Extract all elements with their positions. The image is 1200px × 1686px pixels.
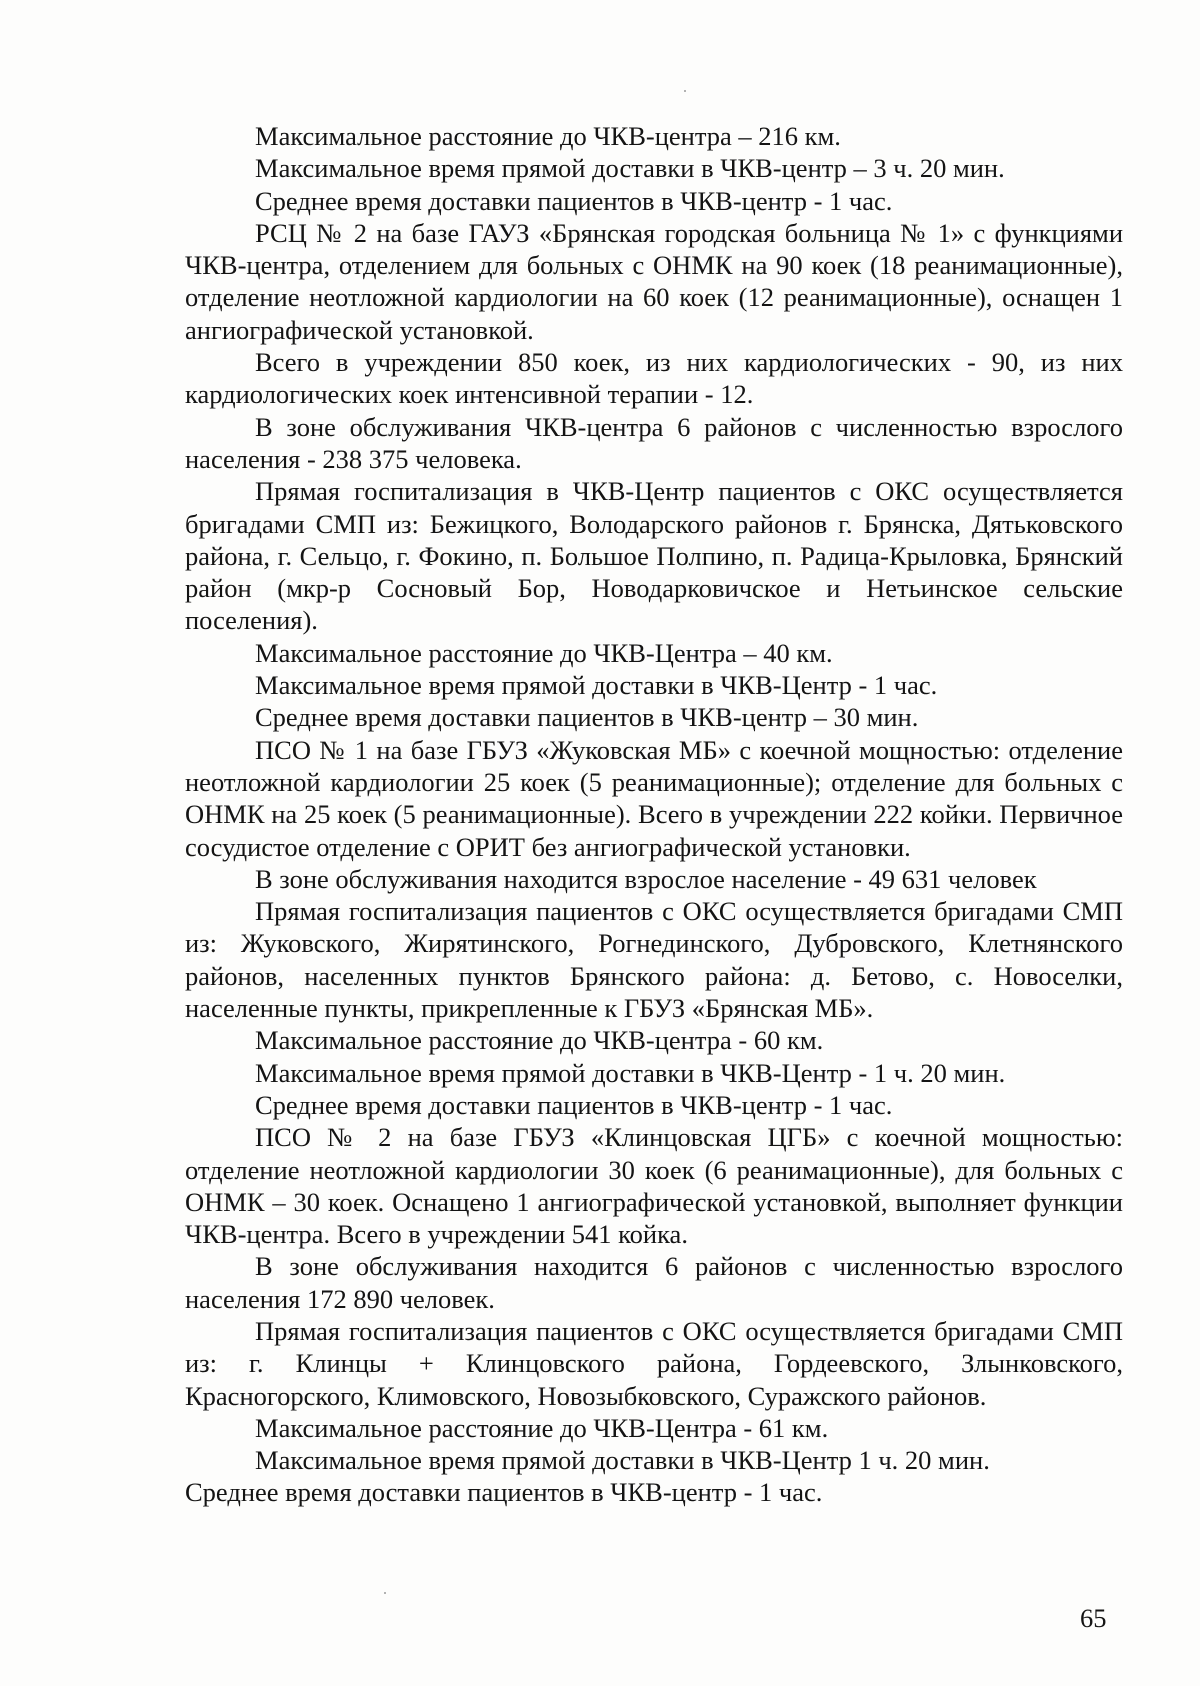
paragraph: Среднее время доставки пациентов в ЧКВ-центр - 1 час. (255, 185, 893, 216)
paragraph: Максимальное время прямой доставки в ЧКВ-Центр 1 ч. 20 мин. (255, 1445, 990, 1476)
paragraph: Прямая госпитализация в ЧКВ-Центр пациентов с ОКС осуществляется бригадами СМП из: Бежицкого, Володарского районов г. Брянска, Дятьковского района, г. Сельцо, г. Фокино, п. Большое Полпино, п. Радица-Крыловка, Брянский район (мкр-р Сосновый Бор, Новодарковичское и Нетьинское сельские поселения). (185, 476, 1123, 636)
paragraph: В зоне обслуживания находится взрослое население - 49 631 человек (255, 863, 1037, 894)
document-body (185, 120, 1123, 1509)
paragraph: ПСО № 2 на базе ГБУЗ «Клинцовская ЦГБ» с коечной мощностью: отделение неотложной кардиологии 30 коек (6 реанимационные), для больных с ОНМК – 30 коек. Оснащено 1 ангиографической установкой, выполняет функции ЧКВ-центра. Всего в учреждении 541 койка. (185, 1122, 1123, 1250)
paragraph: ПСО № 1 на базе ГБУЗ «Жуковская МБ» с коечной мощностью: отделение неотложной кардиологии 25 коек (5 реанимационные); отделение для больных с ОНМК на 25 коек (5 реанимационные). Всего в учреждении 222 койки. Первичное сосудистое отделение с ОРИТ без ангиографической установки. (185, 734, 1123, 862)
paragraph: В зоне обслуживания находится 6 районов с численностью взрослого населения 172 890 человек. (185, 1251, 1123, 1314)
paragraph: РСЦ № 2 на базе ГАУЗ «Брянская городская больница № 1» с функциями ЧКВ-центра, отделением для больных с ОНМК на 90 коек (18 реанимационные), отделение неотложной кардиологии на 60 коек (12 реанимационные), оснащен 1 ангиографической установкой. (185, 217, 1123, 345)
paragraph: Прямая госпитализация пациентов с ОКС осуществляется бригадами СМП из: г. Клинцы + Клинцовского района, Гордеевского, Злынковского, Красногорского, Климовского, Новозыбковского, Суражского районов. (185, 1315, 1123, 1411)
paragraph: Среднее время доставки пациентов в ЧКВ-центр - 1 час. (255, 1089, 893, 1120)
paragraph: Всего в учреждении 850 коек, из них кардиологических - 90, из них кардиологических коек интенсивной терапии - 12. (185, 347, 1123, 410)
paragraph: Максимальное расстояние до ЧКВ-центра - 60 км. (255, 1025, 824, 1056)
page-number: 65 (1080, 1603, 1107, 1633)
paragraph: В зоне обслуживания ЧКВ-центра 6 районов с численностью взрослого населения - 238 375 человека. (185, 411, 1123, 474)
paragraph: Прямая госпитализация пациентов с ОКС осуществляется бригадами СМП из: Жуковского, Жирятинского, Рогнединского, Дубровского, Клетнянского районов, населенных пунктов Брянского района: д. Бетово, с. Новоселки, населенные пункты, прикрепленные к ГБУЗ «Брянская МБ». (185, 896, 1123, 1024)
paragraph-last-line: Среднее время доставки пациентов в ЧКВ-центр - 1 час. (185, 1477, 823, 1508)
paragraph: Максимальное расстояние до ЧКВ-Центра – 40 км. (255, 637, 833, 668)
paragraph: Максимальное время прямой доставки в ЧКВ-центр – 3 ч. 20 мин. (255, 153, 1005, 184)
scan-speck (384, 1592, 386, 1594)
paragraph: Максимальное время прямой доставки в ЧКВ-Центр - 1 ч. 20 мин. (255, 1057, 1006, 1088)
scan-speck (684, 90, 686, 92)
paragraph: Максимальное расстояние до ЧКВ-центра – 216 км. (255, 121, 841, 151)
paragraph: Максимальное расстояние до ЧКВ-Центра - 61 км. (255, 1412, 829, 1443)
paragraph: Среднее время доставки пациентов в ЧКВ-центр – 30 мин. (255, 702, 919, 733)
paragraph: Максимальное время прямой доставки в ЧКВ-Центр - 1 час. (255, 670, 938, 701)
